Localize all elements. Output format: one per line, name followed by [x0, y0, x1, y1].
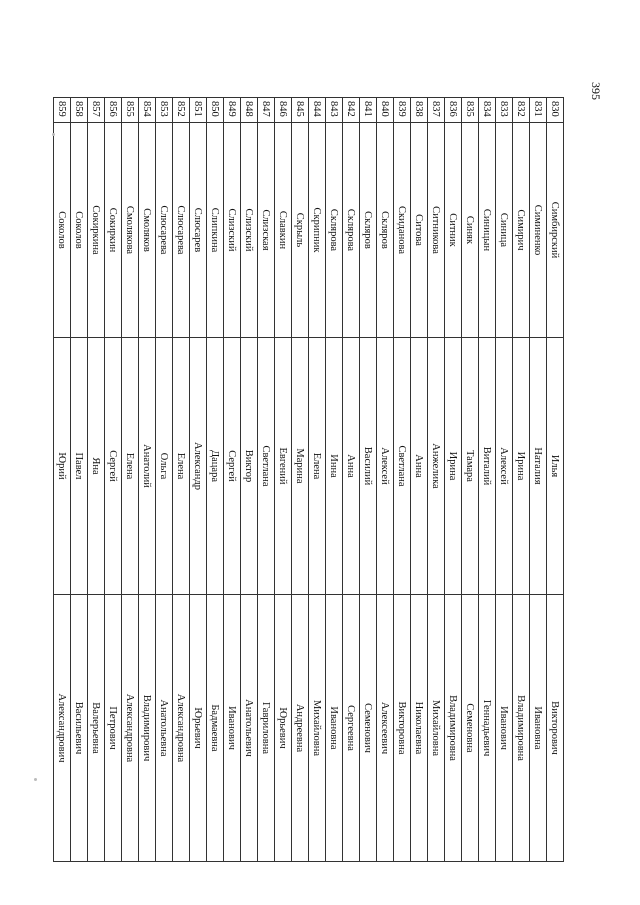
table-row [411, 98, 428, 862]
row-number: 853 [156, 98, 173, 123]
surname-cell: Синицын [479, 123, 496, 338]
table-row [394, 98, 411, 862]
table-row [326, 98, 343, 862]
row-number: 847 [258, 98, 275, 123]
table-row [479, 98, 496, 862]
surname-cell: Смолякова [122, 123, 139, 338]
surname-cell: Симирич [513, 123, 530, 338]
name-cell: Юрий [54, 338, 71, 595]
patronymic-cell: Васильевич [71, 595, 88, 862]
name-cell: Анжелика [428, 338, 445, 595]
row-number: 831 [530, 98, 547, 123]
patronymic-cell: Алексеевич [377, 595, 394, 862]
surname-cell: Скляров [360, 123, 377, 338]
name-cell: Светлана [258, 338, 275, 595]
surname-cell: Склярова [326, 123, 343, 338]
surname-cell: Смоляков [139, 123, 156, 338]
table-row [513, 98, 530, 862]
name-cell: Анатолий [139, 338, 156, 595]
page-number-text: 395 [589, 82, 603, 100]
patronymic-cell: Гавриловна [258, 595, 275, 862]
row-number: 858 [71, 98, 88, 123]
row-number: 843 [326, 98, 343, 123]
surname-cell: Соколов [54, 123, 71, 338]
name-cell: Сергей [105, 338, 122, 595]
row-number: 856 [105, 98, 122, 123]
name-cell: Елена [173, 338, 190, 595]
row-number: 833 [496, 98, 513, 123]
table-row [343, 98, 360, 862]
row-number: 836 [445, 98, 462, 123]
table-row [105, 98, 122, 862]
scan-speck [52, 133, 55, 136]
row-number: 837 [428, 98, 445, 123]
table-row [54, 98, 71, 862]
row-number: 859 [54, 98, 71, 123]
table-row [496, 98, 513, 862]
surname-cell: Скрипник [309, 123, 326, 338]
table-row [530, 98, 547, 862]
roster-table-container [56, 97, 564, 857]
row-number: 857 [88, 98, 105, 123]
surname-cell: Ситникова [428, 123, 445, 338]
row-number: 850 [207, 98, 224, 123]
table-row [241, 98, 258, 862]
name-cell: Алексей [377, 338, 394, 595]
name-cell: Илья [547, 338, 564, 595]
surname-cell: Слизский [241, 123, 258, 338]
patronymic-cell: Юрьевич [275, 595, 292, 862]
row-number: 848 [241, 98, 258, 123]
surname-cell: Слизская [258, 123, 275, 338]
patronymic-cell: Викторович [547, 595, 564, 862]
patronymic-cell: Михайловна [428, 595, 445, 862]
name-cell: Тамара [462, 338, 479, 595]
roster-table-body [54, 98, 564, 862]
table-row [258, 98, 275, 862]
table-row [377, 98, 394, 862]
patronymic-cell: Юрьевич [190, 595, 207, 862]
table-row [156, 98, 173, 862]
patronymic-cell: Владимировна [445, 595, 462, 862]
name-cell: Ирина [513, 338, 530, 595]
patronymic-cell: Александровна [122, 595, 139, 862]
row-number: 838 [411, 98, 428, 123]
row-number: 852 [173, 98, 190, 123]
row-number: 835 [462, 98, 479, 123]
name-cell: Алексей [496, 338, 513, 595]
rotated-table [56, 97, 564, 857]
patronymic-cell: Ивановна [326, 595, 343, 862]
patronymic-cell: Николаевна [411, 595, 428, 862]
name-cell: Ольга [156, 338, 173, 595]
patronymic-cell: Иванович [496, 595, 513, 862]
patronymic-cell: Владимирович [139, 595, 156, 862]
patronymic-cell: Геннадьевич [479, 595, 496, 862]
row-number: 844 [309, 98, 326, 123]
surname-cell: Слюсарева [173, 123, 190, 338]
row-number: 855 [122, 98, 139, 123]
surname-cell: Ситова [411, 123, 428, 338]
row-number: 839 [394, 98, 411, 123]
patronymic-cell: Иванович [224, 595, 241, 862]
row-number: 832 [513, 98, 530, 123]
table-row [207, 98, 224, 862]
table-row [360, 98, 377, 862]
surname-cell: Синяк [462, 123, 479, 338]
surname-cell: Слипкина [207, 123, 224, 338]
patronymic-cell: Андреевна [292, 595, 309, 862]
surname-cell: Симиненко [530, 123, 547, 338]
patronymic-cell: Владимировна [513, 595, 530, 862]
name-cell: Сергей [224, 338, 241, 595]
surname-cell: Синица [496, 123, 513, 338]
surname-cell: Слюсарев [190, 123, 207, 338]
surname-cell: Симбирский [547, 123, 564, 338]
roster-table [53, 97, 564, 862]
patronymic-cell: Анатольевич [241, 595, 258, 862]
table-row [547, 98, 564, 862]
patronymic-cell: Сергеевна [343, 595, 360, 862]
page-number [588, 82, 608, 112]
table-row [71, 98, 88, 862]
table-row [292, 98, 309, 862]
patronymic-cell: Семенович [360, 595, 377, 862]
name-cell: Анна [411, 338, 428, 595]
row-number: 830 [547, 98, 564, 123]
surname-cell: Славкин [275, 123, 292, 338]
name-cell: Марина [292, 338, 309, 595]
patronymic-cell: Анатольевна [156, 595, 173, 862]
table-row [462, 98, 479, 862]
name-cell: Виктор [241, 338, 258, 595]
surname-cell: Слюсарева [156, 123, 173, 338]
patronymic-cell: Михайловна [309, 595, 326, 862]
row-number: 845 [292, 98, 309, 123]
surname-cell: Соколов [71, 123, 88, 338]
table-row [428, 98, 445, 862]
surname-cell: Ситник [445, 123, 462, 338]
table-row [224, 98, 241, 862]
row-number: 846 [275, 98, 292, 123]
patronymic-cell: Викторовна [394, 595, 411, 862]
name-cell: Светлана [394, 338, 411, 595]
surname-cell: Сокиркин [105, 123, 122, 338]
table-row [445, 98, 462, 862]
table-row [173, 98, 190, 862]
row-number: 854 [139, 98, 156, 123]
patronymic-cell: Петрович [105, 595, 122, 862]
table-row [275, 98, 292, 862]
name-cell: Василий [360, 338, 377, 595]
surname-cell: Скляров [377, 123, 394, 338]
table-row [88, 98, 105, 862]
patronymic-cell: Александровна [173, 595, 190, 862]
row-number: 849 [224, 98, 241, 123]
name-cell: Ирина [445, 338, 462, 595]
patronymic-cell: Семеновна [462, 595, 479, 862]
row-number: 840 [377, 98, 394, 123]
row-number: 841 [360, 98, 377, 123]
surname-cell: Слизский [224, 123, 241, 338]
name-cell: Яна [88, 338, 105, 595]
patronymic-cell: Александрович [54, 595, 71, 862]
table-row [139, 98, 156, 862]
name-cell: Евгений [275, 338, 292, 595]
name-cell: Инна [326, 338, 343, 595]
surname-cell: Склярова [343, 123, 360, 338]
surname-cell: Сокиркина [88, 123, 105, 338]
patronymic-cell: Валерьевна [88, 595, 105, 862]
surname-cell: Скрыль [292, 123, 309, 338]
surname-cell: Скиданова [394, 123, 411, 338]
row-number: 834 [479, 98, 496, 123]
name-cell: Павел [71, 338, 88, 595]
name-cell: Виталий [479, 338, 496, 595]
name-cell: Анна [343, 338, 360, 595]
name-cell: Елена [122, 338, 139, 595]
name-cell: Елена [309, 338, 326, 595]
patronymic-cell: Ивановна [530, 595, 547, 862]
table-row [122, 98, 139, 862]
row-number: 842 [343, 98, 360, 123]
patronymic-cell: Бадмаевна [207, 595, 224, 862]
name-cell: Наталия [530, 338, 547, 595]
table-row [309, 98, 326, 862]
name-cell: Александр [190, 338, 207, 595]
table-row [190, 98, 207, 862]
scan-speck [34, 778, 37, 781]
row-number: 851 [190, 98, 207, 123]
name-cell: Дацара [207, 338, 224, 595]
